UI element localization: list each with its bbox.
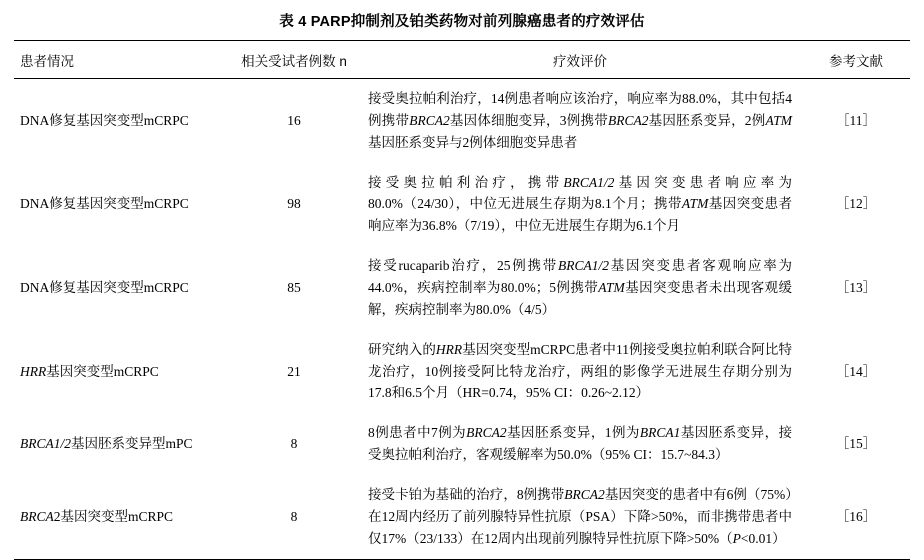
- cell-subject-count: 16: [287, 112, 301, 128]
- header-cell-situation: 患者情况: [14, 41, 230, 79]
- cell-efficacy-evaluation: 接受奥拉帕利治疗，携带BRCA1/2基因突变患者响应率为80.0%（24/30），中位无进展生存期为8.1个月；携带ATM基因突变患者响应率为36.8%（7/19），中位无进展生存期为6.1个月: [368, 174, 793, 234]
- cell-patient-situation: DNA修复基因突变型mCRPC: [20, 280, 189, 296]
- cell-subject-count: 98: [287, 196, 301, 212]
- header-cell-reference: 参考文献: [802, 41, 910, 79]
- cell-patient-situation: DNA修复基因突变型mCRPC: [20, 196, 189, 212]
- cell-reference: ［14］: [835, 363, 877, 379]
- cell-subject-count: 8: [290, 436, 298, 452]
- cell-efficacy-evaluation: 接受rucaparib治疗，25例携带BRCA1/2基因突变患者客观响应率为44.0%，疾病控制率为80.0%；5例携带ATM基因突变患者未出现客观缓解，疾病控制率为80.0%（4/5）: [368, 258, 793, 317]
- table-row: [14, 330, 910, 414]
- efficacy-evaluation-table: [14, 40, 910, 560]
- cell-reference: ［16］: [802, 475, 910, 559]
- table-header: [14, 41, 910, 79]
- header-cell-evaluation: 疗效评价: [358, 41, 802, 79]
- cell-subject-count: 85: [287, 280, 301, 296]
- cell-patient-situation: DNA修复基因突变型mCRPC: [20, 112, 189, 128]
- cell-subject-count: 21: [287, 363, 301, 379]
- cell-patient-situation: BRCA1/2基因胚系变异型mPC: [20, 436, 193, 452]
- table-title: 表 4 PARP抑制剂及铂类药物对前列腺癌患者的疗效评估: [279, 14, 645, 30]
- cell-patient-situation: HRR基因突变型mCRPC: [20, 363, 159, 379]
- cell-reference: ［15］: [835, 436, 877, 452]
- table-row: [14, 79, 910, 163]
- cell-reference: ［13］: [835, 280, 877, 296]
- table-row: [14, 246, 910, 330]
- table-row: [14, 475, 910, 559]
- table-body: [14, 79, 910, 560]
- header-cell-n: 相关受试者例数 n: [230, 41, 358, 79]
- cell-subject-count: 8: [230, 475, 358, 559]
- cell-reference: ［12］: [835, 196, 877, 212]
- cell-reference: ［11］: [836, 112, 876, 128]
- header-row: [14, 41, 910, 79]
- cell-patient-situation: BRCA2基因突变型mCRPC: [14, 475, 230, 559]
- table-row: [14, 163, 910, 247]
- cell-efficacy-evaluation: 接受奥拉帕利治疗，14例患者响应该治疗，响应率为88.0%，其中包括4例携带BRCA2基因体细胞变异，3例携带BRCA2基因胚系变异，2例ATM基因胚系变异与2例体细胞变异患者: [368, 91, 793, 150]
- cell-efficacy-evaluation: 8例患者中7例为BRCA2基因胚系变异，1例为BRCA1基因胚系变异，接受奥拉帕利治疗，客观缓解率为50.0%（95% CI：15.7~84.3）: [368, 425, 793, 463]
- cell-efficacy-evaluation: 接受卡铂为基础的治疗，8例携带BRCA2基因突变的患者中有6例（75%）在12周内经历了前列腺特异性抗原（PSA）下降>50%，而非携带患者中仅17%（23/133）在12周内出现前列腺特异性抗原下降>50%（P<0.01）: [358, 475, 802, 559]
- cell-efficacy-evaluation: 研究纳入的HRR基因突变型mCRPC患者中11例接受奥拉帕利联合阿比特龙治疗，10例接受阿比特龙治疗，两组的影像学无进展生存期分别为17.8和6.5个月（HR=0.74，95% CI：0.26~2.12）: [368, 341, 793, 401]
